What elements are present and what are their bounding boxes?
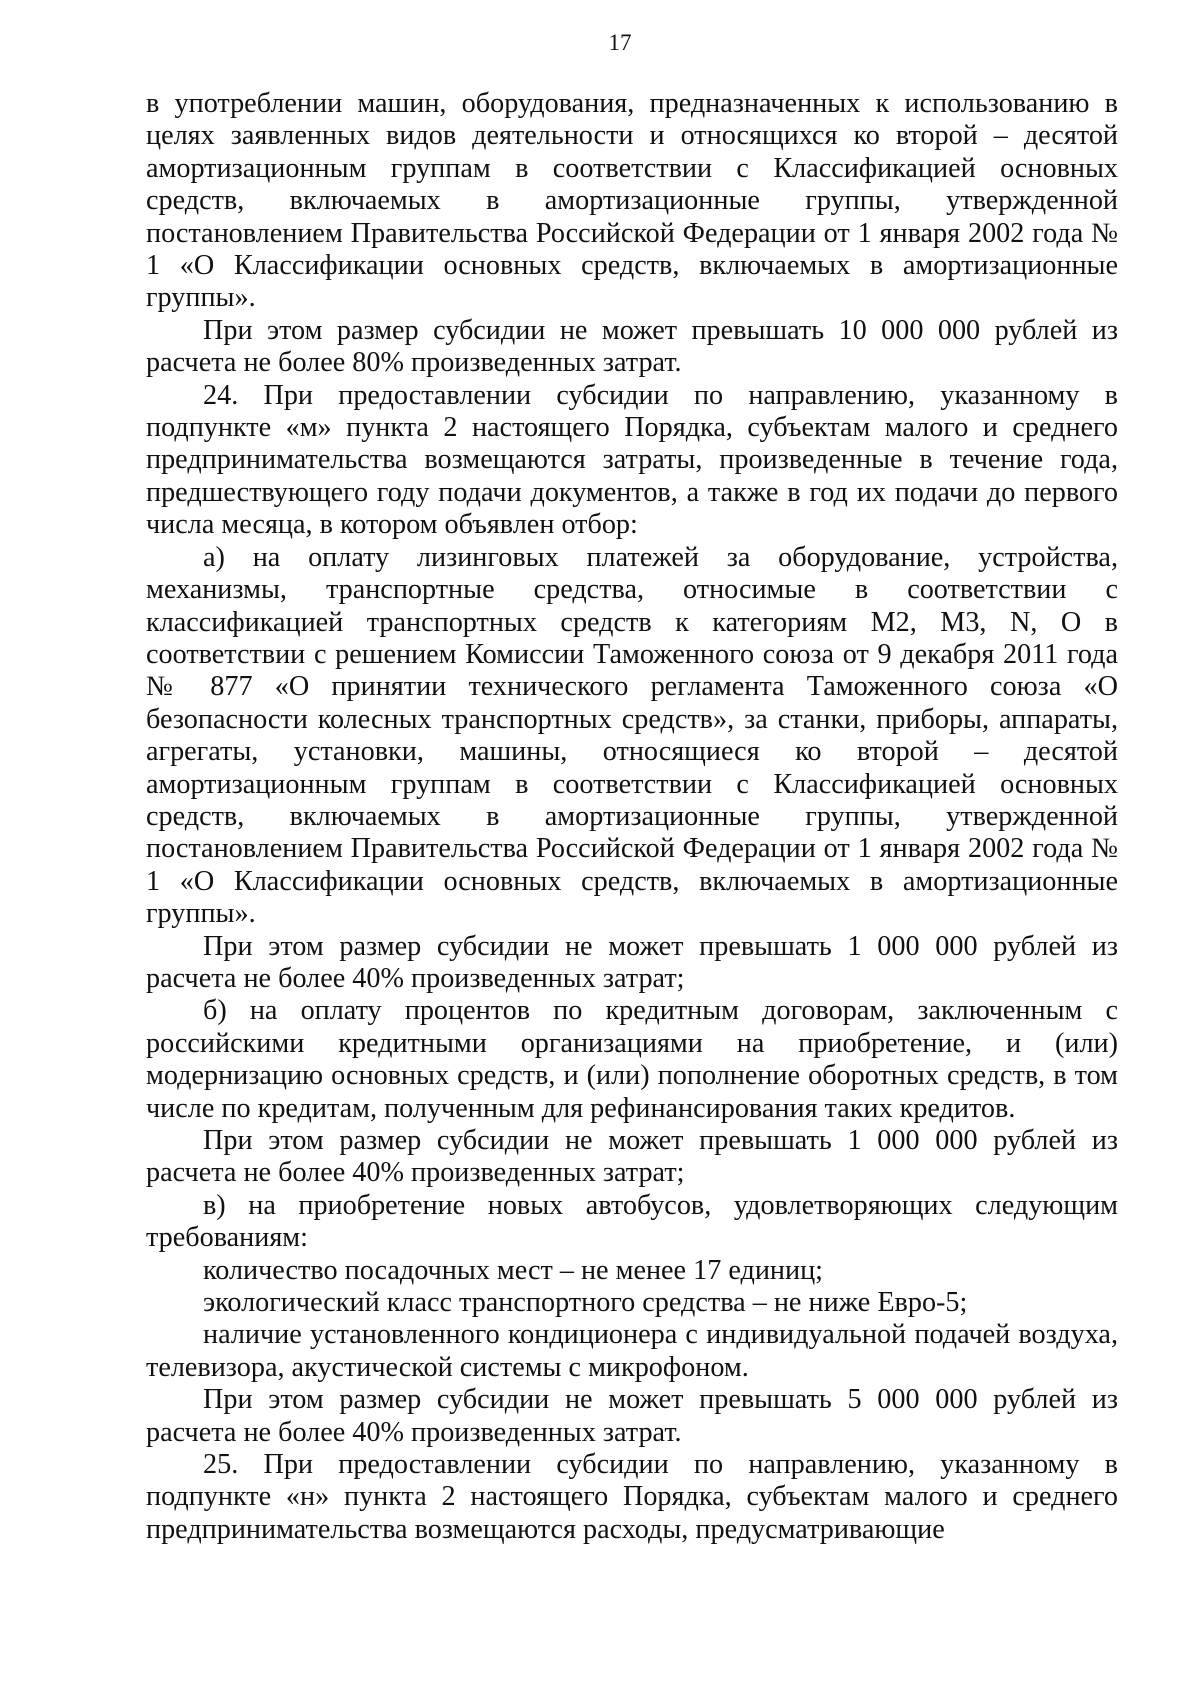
paragraph-subclause-v: в) на приобретение новых автобусов, удовлетворяющих следующим требованиям: [146, 1189, 1118, 1254]
paragraph-subclause-a: а) на оплату лизинговых платежей за оборудование, устройства, механизмы, транспортные средства, относимые в соответствии с классификацией транспортных средств к категориям M2, M3, N, O в соответствии с решением Комиссии Таможенного союза от 9 декабря 2011 года № 877 «О принятии технического регламента Таможенного союза «О безопасности колесных транспортных средств», за станки, приборы, аппараты, агрегаты, установки, машины, относящиеся ко второй – десятой амортизационным группам в соответствии с Классификацией основных средств, включаемых в амортизационные группы, утвержденной постановлением Правительства Российской Федерации от 1 января 2002 года № 1 «О Классификации основных средств, включаемых в амортизационные группы». [146, 541, 1118, 930]
paragraph-requirement-eco-class: экологический класс транспортного средства – не ниже Евро-5; [203, 1287, 968, 1319]
paragraph-clause-24: 24. При предоставлении субсидии по направлению, указанному в подпункте «м» пункта 2 настоящего Порядка, субъектам малого и среднего предпринимательства возмещаются затраты, произведенные в течение года, предшествующего году подачи документов, а также в год их подачи до первого числа месяца, в котором объявлен отбор: [146, 379, 1118, 541]
paragraph-subsidy-limit-2: При этом размер субсидии не может превышать 1 000 000 рублей из расчета не более 40% произведенных затрат; [146, 930, 1118, 994]
paragraph-requirement-seats: количество посадочных мест – не менее 17 единиц; [203, 1254, 824, 1286]
paragraph-subclause-b: б) на оплату процентов по кредитным договорам, заключенным с российскими кредитными организациями на приобретение, и (или) модернизацию основных средств, и (или) пополнение оборотных средств, в том числе по кредитам, полученным для рефинансирования таких кредитов. [146, 995, 1118, 1124]
document-body [146, 88, 1118, 1546]
page-number: 17 [608, 30, 632, 55]
paragraph-continuation: в употреблении машин, оборудования, предназначенных к использованию в целях заявленных видов деятельности и относящихся ко второй – десятой амортизационным группам в соответствии с Классификацией основных средств, включаемых в амортизационные группы, утвержденной постановлением Правительства Российской Федерации от 1 января 2002 года № 1 «О Классификации основных средств, включаемых в амортизационные группы». [146, 88, 1118, 314]
paragraph-requirement-equipment: наличие установленного кондиционера с индивидуальной подачей воздуха, телевизора, акустической системы с микрофоном. [146, 1319, 1118, 1383]
paragraph-subsidy-limit-3: При этом размер субсидии не может превышать 1 000 000 рублей из расчета не более 40% произведенных затрат; [146, 1125, 1118, 1189]
paragraph-clause-25: 25. При предоставлении субсидии по направлению, указанному в подпункте «н» пункта 2 настоящего Порядка, субъектам малого и среднего предпринимательства возмещаются расходы, предусматривающие [146, 1449, 1118, 1545]
paragraph-subsidy-limit-1: При этом размер субсидии не может превышать 10 000 000 рублей из расчета не более 80% произведенных затрат. [146, 314, 1118, 379]
paragraph-subsidy-limit-4: При этом размер субсидии не может превышать 5 000 000 рублей из расчета не более 40% произведенных затрат. [146, 1384, 1118, 1448]
